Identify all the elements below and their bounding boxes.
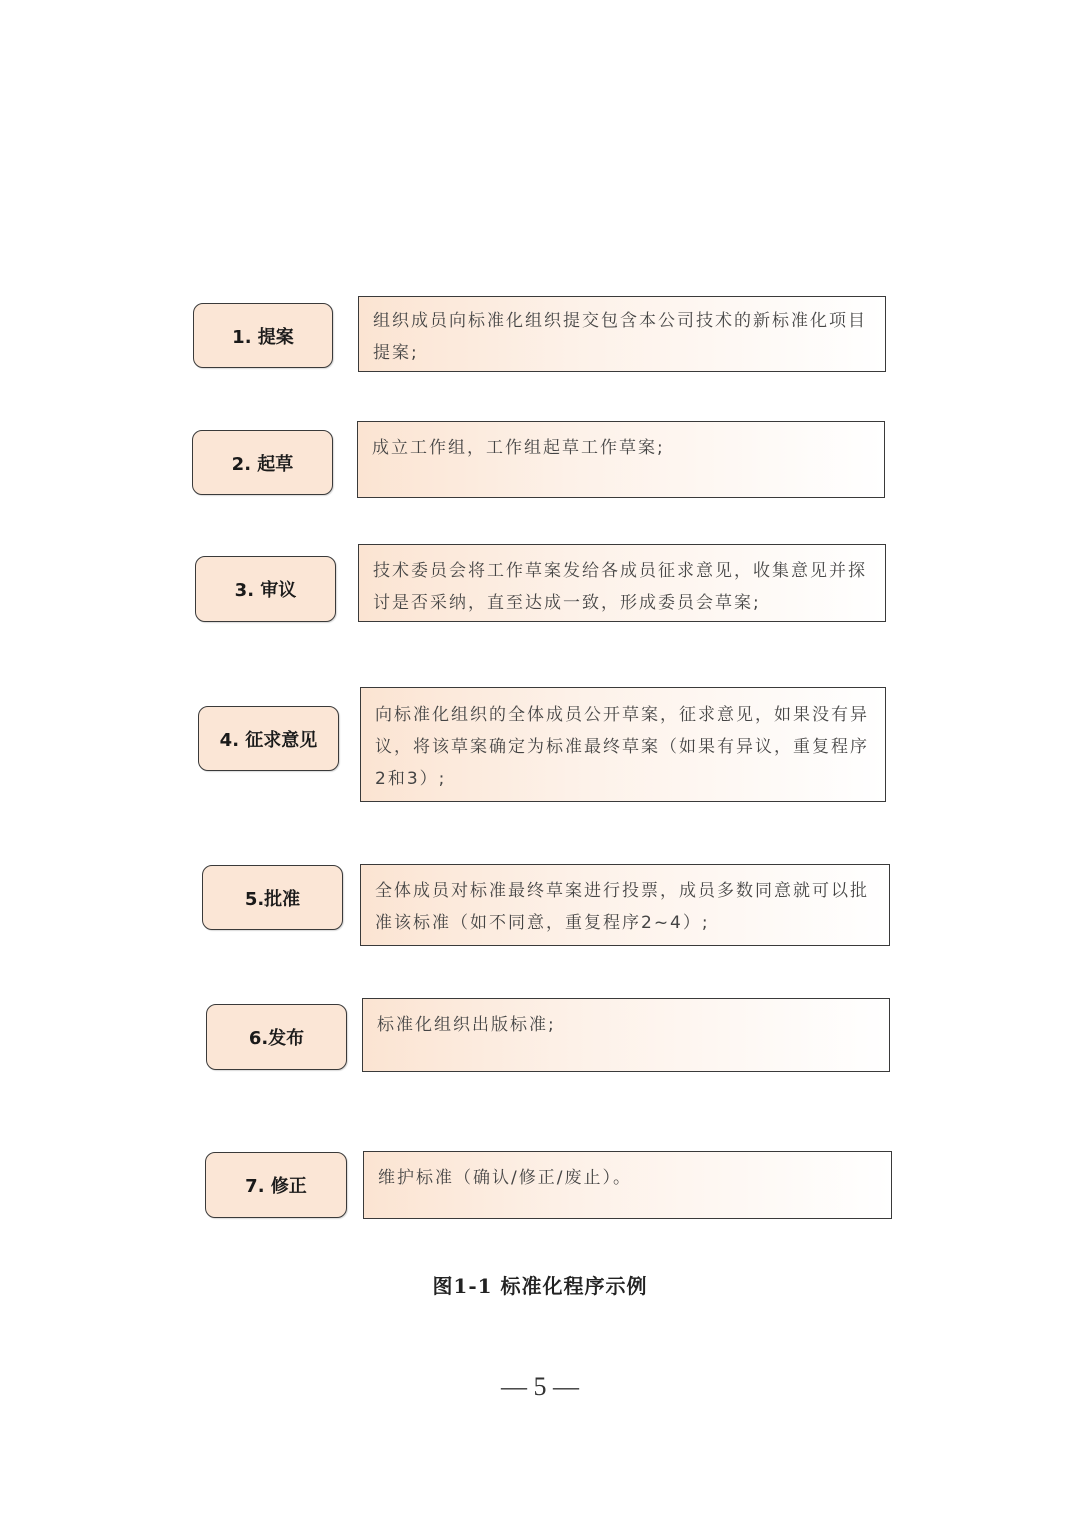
step-6-label: 6.发布 [206, 1004, 347, 1070]
step-2-label: 2. 起草 [192, 430, 333, 495]
step-1-label: 1. 提案 [193, 303, 333, 368]
step-7-description: 维护标准（确认/修正/废止）。 [363, 1151, 892, 1219]
step-3-label: 3. 审议 [195, 556, 336, 622]
step-7-label: 7. 修正 [205, 1152, 347, 1218]
step-5-description: 全体成员对标准最终草案进行投票，成员多数同意就可以批准该标准（如不同意，重复程序2~4）; [360, 864, 890, 946]
figure-caption: 图1-1 标准化程序示例 [432, 1274, 648, 1298]
step-6-description: 标准化组织出版标准; [362, 998, 890, 1072]
step-4-label: 4. 征求意见 [198, 706, 339, 771]
step-3-description: 技术委员会将工作草案发给各成员征求意见，收集意见并探讨是否采纳，直至达成一致，形成委员会草案; [358, 544, 886, 622]
step-4-description: 向标准化组织的全体成员公开草案，征求意见，如果没有异议，将该草案确定为标准最终草案（如果有异议，重复程序2和3）; [360, 687, 886, 802]
page-number: — 5 — [501, 1372, 579, 1401]
step-1-description: 组织成员向标准化组织提交包含本公司技术的新标准化项目提案; [358, 296, 886, 372]
step-5-label: 5.批准 [202, 865, 343, 930]
step-2-description: 成立工作组，工作组起草工作草案; [357, 421, 885, 498]
